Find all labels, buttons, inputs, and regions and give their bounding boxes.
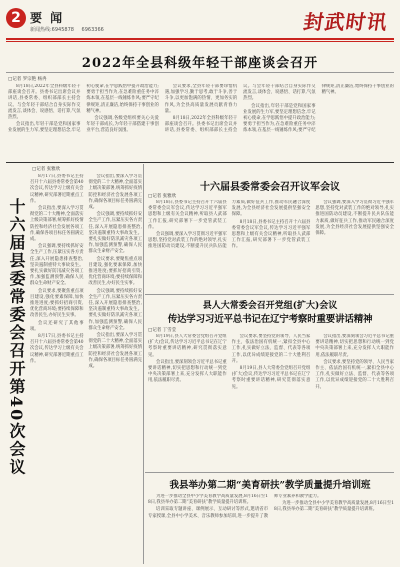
bottom-paragraph: 为进一步推动全县中小学美育教学高质量发展,8月16日至18日,我县举办第二期“美育研扶”教学质量提升培训班。 — [148, 494, 268, 506]
main-paragraph: 8月18日,2022年全县科级年轻干部座谈会召开。县委书记出席会议并讲话,县委常委、组织部部长主持会议。与会年轻干部结合自身实际作交流发言,谈体会、说感悟、话打算,气氛热烈。 — [164, 84, 316, 134]
masthead-rule-thin — [6, 41, 394, 42]
mid-paragraph: 会议强调,要深入学习贯彻习近平强军思想,坚持党对武装工作的绝对领导,扎实推进国防动员建设,不断提升民兵队伍能力素质,做好征兵工作,推动军民融合深度发展,为全县经济社会发展提供坚强安全保障。 — [148, 200, 311, 250]
divider — [6, 72, 394, 73]
npc-paragraph: 会议指出,要深刻领会习近平总书记重要讲话精神,切实把思想和行动统一到党中央决策部署上来,充分发挥人大职能作用,依法履职尽责。 — [148, 359, 227, 384]
npc-paragraph: 8月19日,县人大常委会党组召开党组(扩大)会议,传达学习习近平总书记在辽宁考察时重要讲话精神,研究贯彻落实意见。 — [148, 334, 227, 358]
left-byline: □记者 张雅欣 — [32, 167, 61, 172]
divider — [145, 472, 394, 473]
bottom-paragraph: 培训采取专题讲座、课例展示、互动研讨等形式,邀请省市专家授课,全县中小学美术、音乐教师参加培训,进一步提升了教师专业素养和教学能力。 — [148, 494, 322, 519]
left-paragraph: 会议指出,要深入学习贯彻党的二十大精神,全面落实上级决策部署,统筹抓好疫情防控和经济社会发展各项工作,确保各项目标任务圆满完成。 — [88, 333, 142, 370]
npc-paragraph: 会议要求,要坚持党的领导、人民当家作主、依法治国有机统一,紧扣全县中心工作,扎实做好立法、监督、代表等各项工作,以优异成绩迎接党的二十大胜利召开。 — [231, 334, 311, 364]
main-byline: □记者 罗宗艳 杨冉 — [8, 77, 47, 82]
left-paragraph: 会议强调,要持续抓好安全生产工作,压紧压实各方责任,深入开展隐患排查整治,坚决遏制重特大事故发生。要扎实做好防汛减灾各项工作,加强监测预警,确保人民群众生命财产安全。 — [88, 212, 142, 255]
left-article-body — [30, 174, 142, 562]
mid-paragraph: 会议强调,要深入学习贯彻习近平强军思想,坚持党对武装工作的绝对领导,扎实推进国防动员建设,不断提升民兵队伍能力素质,做好征兵工作,推动军民融合深度发展,为全县经济社会发展提供坚强安全保障。 — [315, 200, 394, 237]
npc-paragraph: 会议指出,要深刻领会习近平总书记重要讲话精神,切实把思想和行动统一到党中央决策部署上来,充分发挥人大职能作用,依法履职尽责。 — [315, 334, 394, 358]
left-vertical-headline: 十六届县委常委会召开第40次会议 — [7, 198, 26, 477]
left-paragraph: 会议指出,要深入学习贯彻党的二十大精神,全面落实上级决策部署,统筹抓好疫情防控和经济社会发展各项工作,确保各项目标任务圆满完成。 — [88, 174, 142, 211]
main-paragraph: 会议指出,年轻干部是党和国家事业发展的生力军,要坚定理想信念,牢记初心使命,在学思践悟中提升政治能力;要勇于担当作为,在急难险重任务中淬炼本领,在基层一线锤炼作风;要严守纪律规矩,清正廉洁,始终保持干事创业的精气神。 — [8, 84, 159, 134]
main-headline: 2022年全县科级年轻干部座谈会召开 — [81, 56, 319, 71]
divider — [6, 162, 394, 163]
newspaper-brand-logo: 封武时讯 — [302, 10, 390, 34]
npc-headline-line1: 县人大常委会召开党组(扩大)会议 — [202, 301, 338, 311]
main-paragraph: 会议要求,全县年轻干部要珍惜机遇,加强学习,勤于思考,敢于斗争,善于斗争,以更加饱满的热情、更加务实的作风,为全县高质量发展贡献青春力量。 — [164, 84, 238, 114]
main-paragraph: 8月18日,2022年全县科级年轻干部座谈会召开。县委书记出席会议并讲话,县委常委、组织部部长主持会议。与会年轻干部结合自身实际作交流发言,谈体会、说感悟、话打算,气氛热烈。 — [8, 84, 81, 121]
bottom-headline: 我县举办第二期“美育研扶”教学质量提升培训班 — [169, 480, 371, 491]
divider — [145, 294, 394, 295]
left-paragraph: 会议指出,要深入学习贯彻党的二十大精神,全面落实上级决策部署,统筹抓好疫情防控和经济社会发展各项工作,确保各项目标任务圆满完成。 — [30, 206, 84, 243]
mid-headline: 十六届县委常委会召开议军会议 — [200, 182, 340, 193]
left-paragraph: 会议还研究了其他事项。 — [30, 320, 84, 332]
left-paragraph: 会议要求,要聚焦重点项目建设,强化要素保障,加快推进进度;要抓好招商引资,优化营商环境;要持续保障和改善民生,办好民生实事。 — [88, 256, 142, 287]
masthead — [0, 0, 400, 46]
column-divider — [143, 164, 144, 564]
masthead-meta — [30, 26, 110, 33]
masthead-rule — [6, 38, 394, 40]
bottom-article-body — [148, 494, 394, 562]
left-paragraph: 会议强调,要持续抓好安全生产工作,压紧压实各方责任,深入开展隐患排查整治,坚决遏制重特大事故发生。要扎实做好防汛减灾各项工作,加强监测预警,确保人民群众生命财产安全。 — [30, 244, 84, 287]
mid-paragraph: 8月18日,县委书记主持召开十六届县委常委会议军会议,传达学习习近平强军思想和上级有关会议精神,听取县人武部工作汇报,研究部署下一步党管武装工作。 — [231, 219, 311, 250]
mid-byline: □记者 张雅欣 — [148, 194, 177, 199]
section-title: 要 闻 — [30, 11, 65, 25]
npc-article-body — [148, 334, 394, 470]
page-number-badge: 2 — [6, 8, 26, 28]
npc-paragraph: 8月19日,县人大常委会党组召开党组(扩大)会议,传达学习习近平总书记在辽宁考察时重要讲话精神,研究贯彻落实意见。 — [231, 366, 311, 390]
left-paragraph: 8月17日,县委书记主持召开十六届县委常委会第40次会议,传达学习上级有关会议精神,研究部署近期重点工作。 — [30, 334, 84, 364]
npc-headline-line2: 传达学习习近平总书记在辽宁考察时重要讲话精神 — [167, 314, 373, 325]
left-paragraph: 8月17日,县委书记主持召开十六届县委常委会第40次会议,传达学习上级有关会议精神,研究部署近期重点工作。 — [30, 174, 84, 204]
main-paragraph: 会议强调,各级党组织要关心关爱年轻干部成长,为年轻干部搭建干事创业平台,营造良好氛围。 — [86, 116, 159, 134]
hotline-label: 新闻热线:6945878 — [30, 27, 74, 33]
npc-byline: □记者 丁雪莹 — [148, 328, 177, 333]
main-article-body — [8, 84, 394, 160]
left-paragraph: 会议要求,要聚焦重点项目建设,强化要素保障,加快推进进度;要抓好招商引资,优化营商环境;要持续保障和改善民生,办好民生实事。 — [30, 288, 84, 319]
bottom-paragraph: 为进一步推动全县中小学美育教学高质量发展,8月16日至18日,我县举办第二期“美育研扶”教学质量提升培训班。 — [274, 501, 394, 513]
npc-paragraph: 会议要求,要坚持党的领导、人民当家作主、依法治国有机统一,紧扣全县中心工作,扎实做好立法、监督、代表等各项工作,以优异成绩迎接党的二十大胜利召开。 — [315, 359, 394, 390]
mid-paragraph: 8月18日,县委书记主持召开十六届县委常委会议军会议,传达学习习近平强军思想和上级有关会议精神,听取县人武部工作汇报,研究部署下一步党管武装工作。 — [148, 200, 227, 230]
left-paragraph: 会议强调,要持续抓好安全生产工作,压紧压实各方责任,深入开展隐患排查整治,坚决遏制重特大事故发生。要扎实做好防汛减灾各项工作,加强监测预警,确保人民群众生命财产安全。 — [88, 288, 142, 331]
main-paragraph: 会议指出,年轻干部是党和国家事业发展的生力军,要坚定理想信念,牢记初心使命,在学思践悟中提升政治能力;要勇于担当作为,在急难险重任务中淬炼本领,在基层一线锤炼作风;要严守纪律规矩,清正廉洁,始终保持干事创业的精气神。 — [243, 84, 394, 134]
hotline-number: 6963366 — [81, 27, 104, 33]
mid-article-body — [148, 200, 394, 292]
